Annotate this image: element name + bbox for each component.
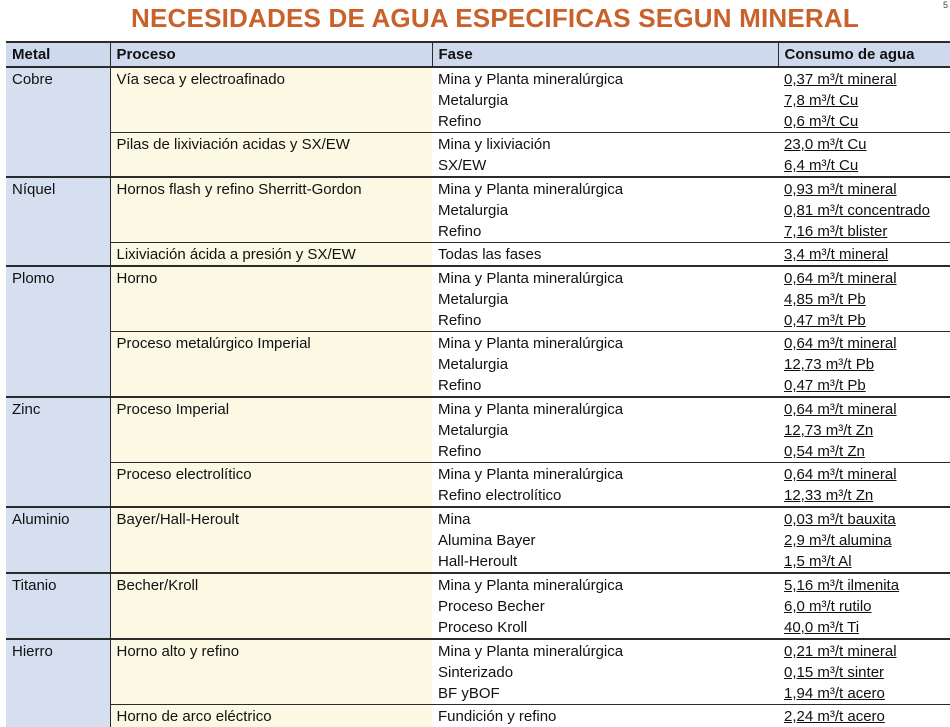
table-row	[6, 507, 950, 573]
consumption-cell	[778, 463, 950, 508]
table-row	[6, 573, 950, 639]
process-label: Horno alto y refino	[117, 641, 433, 662]
process-label: Horno de arco eléctrico	[117, 706, 433, 727]
consumption-cell	[778, 573, 950, 639]
process-cell	[110, 463, 432, 508]
metal-cell	[6, 397, 110, 507]
consumption-value: 0,15 m³/t sinter	[784, 662, 950, 683]
consumption-cell	[778, 397, 950, 463]
table-row	[6, 397, 950, 463]
consumption-value: 0,64 m³/t mineral	[784, 464, 950, 485]
header-fase: Fase	[432, 42, 778, 67]
metal-label: Titanio	[12, 575, 110, 596]
consumption-value: 0,03 m³/t bauxita	[784, 509, 950, 530]
phase-label: Sinterizado	[438, 662, 778, 683]
phase-label: Metalurgia	[438, 420, 778, 441]
metal-label: Cobre	[12, 69, 110, 90]
consumption-value: 3,4 m³/t mineral	[784, 244, 950, 265]
phase-label: Todas las fases	[438, 244, 778, 265]
process-label: Pilas de lixiviación acidas y SX/EW	[117, 134, 433, 155]
metal-label: Zinc	[12, 399, 110, 420]
phase-label: Mina y Planta mineralúrgica	[438, 69, 778, 90]
phase-cell	[432, 507, 778, 573]
consumption-value: 0,54 m³/t Zn	[784, 441, 950, 462]
table-row	[6, 133, 950, 178]
consumption-cell	[778, 177, 950, 243]
consumption-value: 12,73 m³/t Zn	[784, 420, 950, 441]
consumption-value: 4,85 m³/t Pb	[784, 289, 950, 310]
consumption-cell	[778, 332, 950, 398]
phase-label: Mina	[438, 509, 778, 530]
consumption-value: 0,93 m³/t mineral	[784, 179, 950, 200]
metal-label: Plomo	[12, 268, 110, 289]
process-label: Bayer/Hall-Heroult	[117, 509, 433, 530]
phase-label: Refino	[438, 441, 778, 462]
water-consumption-table	[6, 41, 950, 727]
consumption-value: 7,8 m³/t Cu	[784, 90, 950, 111]
metal-label: Hierro	[12, 641, 110, 662]
phase-cell	[432, 639, 778, 705]
phase-label: Metalurgia	[438, 289, 778, 310]
phase-cell	[432, 397, 778, 463]
phase-label: BF yBOF	[438, 683, 778, 704]
table-row	[6, 67, 950, 133]
phase-label: Mina y Planta mineralúrgica	[438, 575, 778, 596]
phase-label: SX/EW	[438, 155, 778, 176]
consumption-cell	[778, 639, 950, 705]
consumption-value: 0,37 m³/t mineral	[784, 69, 950, 90]
metal-label: Níquel	[12, 179, 110, 200]
process-label: Proceso Imperial	[117, 399, 433, 420]
consumption-cell	[778, 507, 950, 573]
phase-cell	[432, 705, 778, 727]
phase-label: Mina y Planta mineralúrgica	[438, 333, 778, 354]
page-number: 5	[943, 0, 948, 10]
phase-cell	[432, 133, 778, 178]
phase-label: Alumina Bayer	[438, 530, 778, 551]
header-consumo: Consumo de agua	[778, 42, 950, 67]
consumption-value: 0,64 m³/t mineral	[784, 268, 950, 289]
process-label: Vía seca y electroafinado	[117, 69, 433, 90]
consumption-value: 0,47 m³/t Pb	[784, 375, 950, 396]
phase-label: Refino	[438, 111, 778, 132]
phase-label: Refino electrolítico	[438, 485, 778, 506]
process-cell	[110, 705, 432, 727]
consumption-value: 7,16 m³/t blister	[784, 221, 950, 242]
process-label: Horno	[117, 268, 433, 289]
process-cell	[110, 67, 432, 133]
phase-cell	[432, 266, 778, 332]
consumption-value: 2,9 m³/t alumina	[784, 530, 950, 551]
phase-label: Mina y Planta mineralúrgica	[438, 399, 778, 420]
consumption-value: 0,81 m³/t concentrado	[784, 200, 950, 221]
process-label: Becher/Kroll	[117, 575, 433, 596]
phase-label: Refino	[438, 221, 778, 242]
table-row	[6, 332, 950, 398]
phase-label: Proceso Kroll	[438, 617, 778, 638]
process-cell	[110, 133, 432, 178]
consumption-cell	[778, 243, 950, 267]
phase-cell	[432, 67, 778, 133]
metal-cell	[6, 266, 110, 397]
table-row	[6, 705, 950, 727]
process-cell	[110, 177, 432, 243]
process-cell	[110, 507, 432, 573]
consumption-value: 40,0 m³/t Ti	[784, 617, 950, 638]
consumption-cell	[778, 266, 950, 332]
phase-label: Metalurgia	[438, 354, 778, 375]
consumption-cell	[778, 705, 950, 727]
process-cell	[110, 397, 432, 463]
water-consumption-table-container	[6, 41, 950, 727]
phase-label: Hall-Heroult	[438, 551, 778, 572]
phase-label: Mina y lixiviación	[438, 134, 778, 155]
phase-cell	[432, 463, 778, 508]
process-label: Lixiviación ácida a presión y SX/EW	[117, 244, 433, 265]
phase-label: Mina y Planta mineralúrgica	[438, 641, 778, 662]
table-header-row	[6, 42, 950, 67]
process-label: Proceso metalúrgico Imperial	[117, 333, 433, 354]
consumption-value: 0,64 m³/t mineral	[784, 399, 950, 420]
consumption-value: 23,0 m³/t Cu	[784, 134, 950, 155]
process-cell	[110, 573, 432, 639]
header-proceso: Proceso	[110, 42, 432, 67]
consumption-value: 2,24 m³/t acero	[784, 706, 950, 727]
consumption-value: 5,16 m³/t ilmenita	[784, 575, 950, 596]
consumption-value: 1,94 m³/t acero	[784, 683, 950, 704]
consumption-value: 0,6 m³/t Cu	[784, 111, 950, 132]
header-metal: Metal	[6, 42, 110, 67]
metal-label: Aluminio	[12, 509, 110, 530]
table-body	[6, 67, 950, 727]
phase-label: Refino	[438, 375, 778, 396]
process-cell	[110, 266, 432, 332]
table-row	[6, 266, 950, 332]
metal-cell	[6, 639, 110, 727]
metal-cell	[6, 177, 110, 266]
consumption-cell	[778, 133, 950, 178]
process-cell	[110, 639, 432, 705]
phase-label: Fundición y refino	[438, 706, 778, 727]
process-cell	[110, 332, 432, 398]
process-cell	[110, 243, 432, 267]
metal-cell	[6, 67, 110, 177]
phase-cell	[432, 573, 778, 639]
phase-label: Metalurgia	[438, 200, 778, 221]
phase-label: Mina y Planta mineralúrgica	[438, 268, 778, 289]
table-row	[6, 177, 950, 243]
table-row	[6, 463, 950, 508]
phase-label: Metalurgia	[438, 90, 778, 111]
process-label: Proceso electrolítico	[117, 464, 433, 485]
phase-label: Mina y Planta mineralúrgica	[438, 464, 778, 485]
phase-cell	[432, 332, 778, 398]
process-label: Hornos flash y refino Sherritt-Gordon	[117, 179, 433, 200]
consumption-cell	[778, 67, 950, 133]
metal-cell	[6, 507, 110, 573]
consumption-value: 1,5 m³/t Al	[784, 551, 950, 572]
consumption-value: 0,64 m³/t mineral	[784, 333, 950, 354]
phase-label: Mina y Planta mineralúrgica	[438, 179, 778, 200]
phase-label: Proceso Becher	[438, 596, 778, 617]
consumption-value: 6,4 m³/t Cu	[784, 155, 950, 176]
phase-cell	[432, 177, 778, 243]
consumption-value: 0,47 m³/t Pb	[784, 310, 950, 331]
consumption-value: 12,73 m³/t Pb	[784, 354, 950, 375]
consumption-value: 12,33 m³/t Zn	[784, 485, 950, 506]
consumption-value: 0,21 m³/t mineral	[784, 641, 950, 662]
table-row	[6, 639, 950, 705]
consumption-value: 6,0 m³/t rutilo	[784, 596, 950, 617]
phase-label: Refino	[438, 310, 778, 331]
table-row	[6, 243, 950, 267]
page-title: NECESIDADES DE AGUA ESPECIFICAS SEGUN MINERAL	[0, 3, 950, 34]
phase-cell	[432, 243, 778, 267]
metal-cell	[6, 573, 110, 639]
